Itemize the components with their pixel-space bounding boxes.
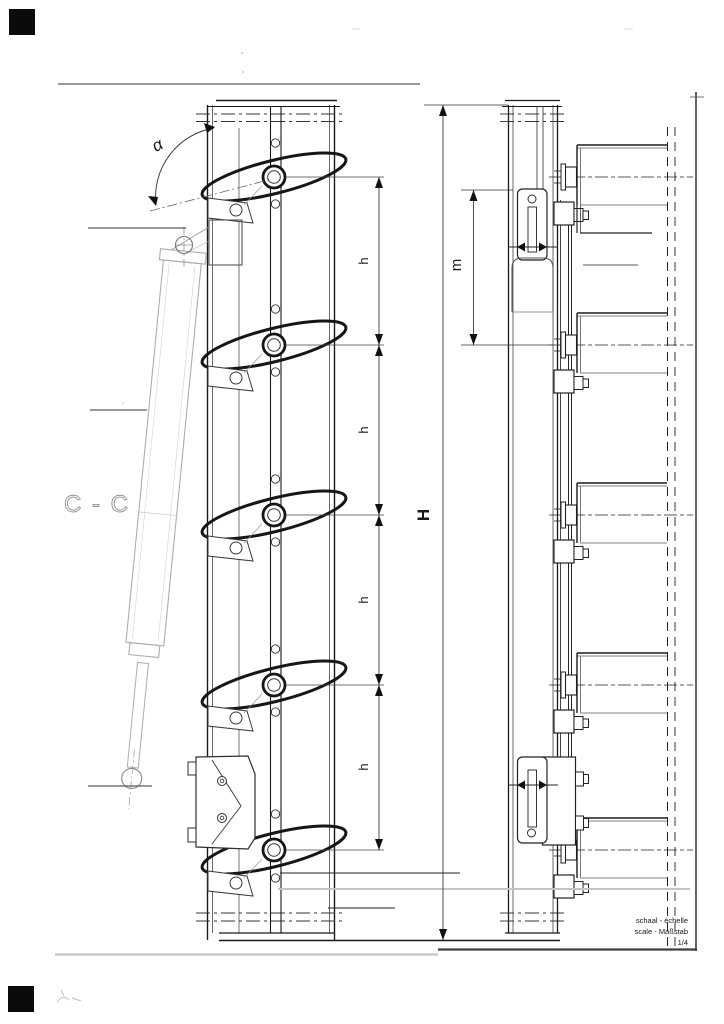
blade-module — [198, 143, 384, 223]
scale-note-ratio: 1/4 — [677, 938, 688, 947]
corner-mark-bottom-left — [8, 986, 34, 1012]
angle-alpha-label: α — [148, 134, 167, 156]
spacing-h-label: h — [356, 426, 371, 434]
height-H-label: H — [414, 508, 433, 522]
blade-module — [198, 481, 384, 561]
left-view-section — [188, 101, 384, 941]
spacing-h-label: h — [356, 763, 371, 771]
scale-note-line2: scale - Maßstab — [634, 927, 688, 936]
cylinder-bottom-bracket — [188, 756, 255, 849]
scale-note — [635, 916, 688, 947]
blade-module-side — [549, 313, 693, 393]
spacing-h-label: h — [356, 596, 371, 604]
blade-module — [198, 311, 384, 391]
cylinder-top-swivel-side — [508, 189, 558, 312]
scale-note-line1: schaal - échelle — [635, 916, 688, 925]
section-cc-label: C - C — [64, 491, 130, 518]
blade-module-side — [549, 653, 693, 733]
blade-module-side — [549, 145, 693, 225]
corner-mark-top-left — [9, 9, 35, 35]
right-view-elevation — [219, 101, 693, 948]
blade-module — [198, 651, 384, 731]
dimension-overall-height — [414, 105, 508, 940]
spacing-h-label: h — [356, 257, 371, 265]
dimension-h-chain — [356, 177, 383, 850]
cylinder-top-mount — [171, 220, 242, 268]
scan-smudges — [57, 29, 633, 1002]
offset-m-label: m — [448, 258, 465, 272]
blade-module-side — [549, 483, 693, 563]
